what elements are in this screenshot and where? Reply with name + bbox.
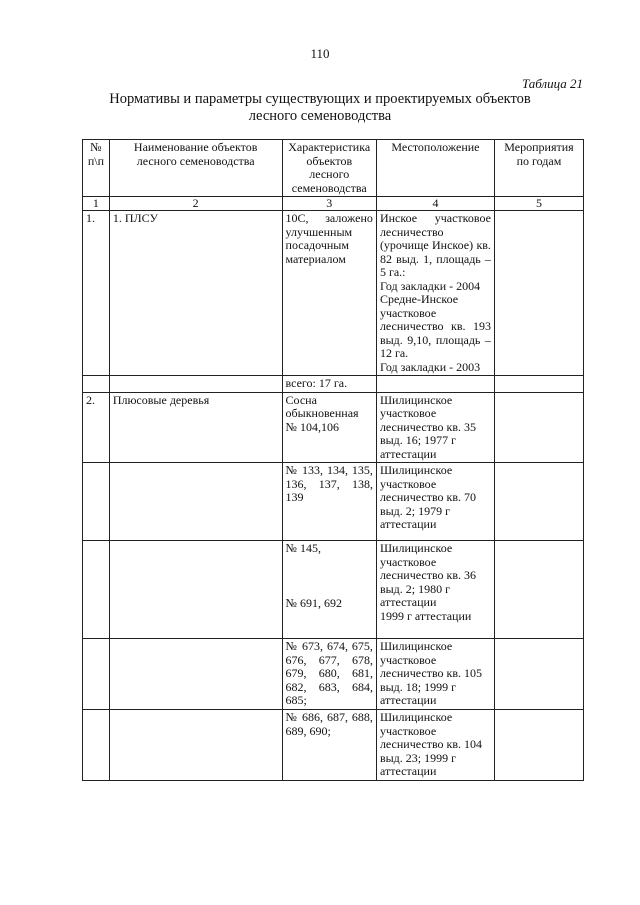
column-number: 4 <box>376 197 494 211</box>
table-row <box>83 211 584 376</box>
object-location <box>376 541 494 639</box>
object-activities <box>494 710 583 781</box>
title-line-1: Нормативы и параметры существующих и проектируемых объектов <box>109 91 531 107</box>
object-name: Плюсовые деревья <box>109 392 282 463</box>
object-location: Шилицинское участковое лесничество кв. 35 выд. 16; 1977 г аттестации <box>376 392 494 463</box>
location-text: Шилицинское участковое лесничество кв. 36 выд. 2; 1980 г аттестации <box>379 541 477 609</box>
object-location: Шилицинское участковое лесничество кв. 70 выд. 2; 1979 г аттестации <box>376 463 494 541</box>
object-name <box>109 463 282 541</box>
header-characteristic: Характеристика объектов лесного семеноводства <box>282 140 376 197</box>
object-characteristic: Сосна обыкновенная № 104,106 <box>282 392 376 463</box>
object-activities <box>494 541 583 639</box>
title-line-2: лесного семеноводства <box>248 108 392 124</box>
location-text: 1999 г аттестации <box>379 608 472 623</box>
table-row <box>83 710 584 781</box>
header-name: Наименование объектов лесного семеноводства <box>109 140 282 197</box>
location-text: Средне-Инское участковое лесничество кв. 193 выд. 9,10, площадь – 12 га. <box>379 292 491 360</box>
header-activities: Мероприятия по годам <box>494 140 583 197</box>
table-row <box>83 639 584 710</box>
location-text: Год закладки - 2004 <box>379 278 481 293</box>
object-name <box>109 710 282 781</box>
row-number: 1. <box>83 211 110 376</box>
row-number <box>83 710 110 781</box>
row-number <box>83 541 110 639</box>
column-number: 3 <box>282 197 376 211</box>
location-text: Инское участковое лесничество (урочище Инское) кв. 82 выд. 1, площадь – 5 га.: <box>379 211 491 279</box>
characteristic-text: № 133, 134, 135, 136, 137, 138, 139 <box>285 463 373 504</box>
total-area: всего: 17 га. <box>282 376 376 393</box>
table-row <box>83 392 584 463</box>
column-number-row <box>83 197 584 211</box>
table-row <box>83 376 584 393</box>
characteristic-text: 10С, заложено улучшенным посадочным материалом <box>285 211 373 266</box>
object-characteristic <box>282 710 376 781</box>
row-number <box>83 463 110 541</box>
object-activities <box>494 639 583 710</box>
object-characteristic <box>282 211 376 376</box>
characteristic-text: № 145, <box>285 541 321 555</box>
object-name: 1. ПЛСУ <box>109 211 282 376</box>
object-name <box>109 376 282 393</box>
object-name <box>109 541 282 639</box>
characteristic-text: № 686, 687, 688, 689, 690; <box>285 710 373 738</box>
object-characteristic <box>282 639 376 710</box>
characteristic-text: № 691, 692 <box>285 595 342 610</box>
table-header-row <box>83 140 584 197</box>
object-location: Шилицинское участковое лесничество кв. 105 выд. 18; 1999 г аттестации <box>376 639 494 710</box>
object-activities <box>494 392 583 463</box>
object-name <box>109 639 282 710</box>
header-location: Местоположение <box>376 140 494 197</box>
table-row <box>83 541 584 639</box>
page-number: 110 <box>310 46 330 61</box>
row-number <box>83 639 110 710</box>
object-location <box>376 211 494 376</box>
object-location: Шилицинское участковое лесничество кв. 104 выд. 23; 1999 г аттестации <box>376 710 494 781</box>
header-num: № п\п <box>83 140 110 197</box>
object-location <box>376 376 494 393</box>
seed-objects-table <box>82 139 584 781</box>
column-number: 5 <box>494 197 583 211</box>
location-text: Год закладки - 2003 <box>379 359 481 374</box>
row-number: 2. <box>83 392 110 463</box>
row-number <box>83 376 110 393</box>
column-number: 2 <box>109 197 282 211</box>
table-label: Таблица 21 <box>521 76 583 91</box>
document-title <box>80 91 560 125</box>
column-number: 1 <box>83 197 110 211</box>
characteristic-text: № 673, 674, 675, 676, 677, 678, 679, 680, 681, 682, 683, 684, 685; <box>285 639 373 707</box>
object-characteristic <box>282 541 376 639</box>
object-characteristic <box>282 463 376 541</box>
table-row <box>83 463 584 541</box>
object-activities <box>494 211 583 376</box>
object-activities <box>494 463 583 541</box>
object-activities <box>494 376 583 393</box>
